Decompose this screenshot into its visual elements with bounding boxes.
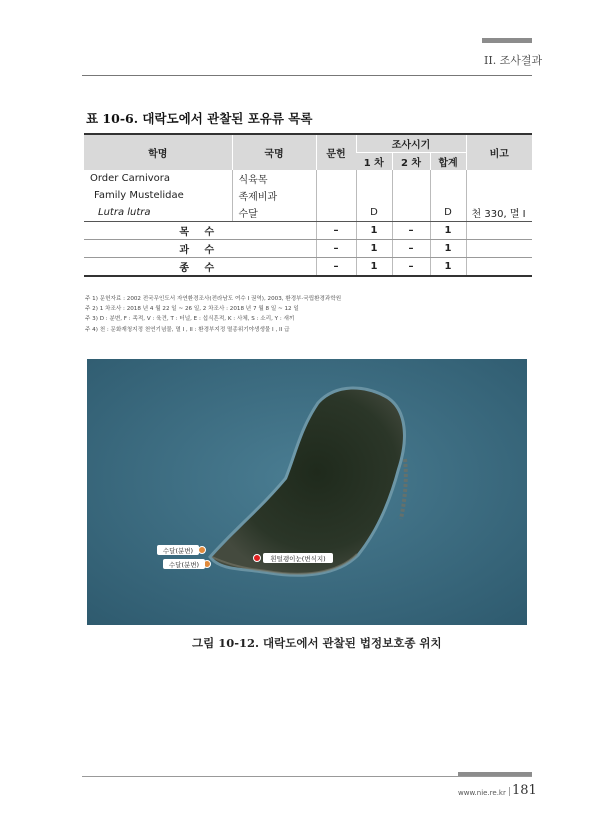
header-literature: 문헌 <box>316 134 356 170</box>
island-map <box>87 359 527 625</box>
footer-rule <box>82 776 532 777</box>
header-round1: 1 차 <box>356 153 392 171</box>
footer-url: www.nie.re.kr <box>458 789 506 797</box>
summary-row <box>84 258 532 277</box>
note-1: 주 1) 문헌자료 : 2002 전국무인도서 자연환경조사(전라남도 여수 I 권역), 2003, 환경부·국립환경과학원 <box>85 296 342 302</box>
header-total: 합계 <box>430 153 466 171</box>
table-title: 표 10-6. 대락도에서 관찰된 포유류 목록 <box>86 111 313 126</box>
table-notes <box>85 294 341 335</box>
table-row <box>84 204 532 222</box>
figure-caption: 그림 10-12. 대락도에서 관찰된 법정보호종 위치 <box>192 636 442 650</box>
summary-row <box>84 222 532 240</box>
note-3: 주 3) D : 분변, F : 족적, V : 육견, T : 터널, E : 섭식흔적, K : 사체, S : 소리, Y : 새끼 <box>85 316 295 323</box>
lit-cell: – <box>316 240 356 258</box>
header-scientific-name: 학명 <box>84 134 232 170</box>
r1-cell: D <box>356 204 392 222</box>
r2-cell <box>392 204 430 222</box>
table-row <box>84 170 532 187</box>
aerial-photo <box>87 359 527 625</box>
total-cell: 1 <box>430 240 466 258</box>
summary-label: 종 수 <box>84 258 316 277</box>
remark-cell <box>466 170 532 187</box>
lit-cell <box>316 204 356 222</box>
taxon-name: Family Mustelidae <box>94 190 184 201</box>
header-korean-name: 국명 <box>232 134 316 170</box>
footer-separator: | <box>508 787 512 797</box>
total-cell <box>430 170 466 187</box>
lit-cell: – <box>316 222 356 240</box>
remark-cell <box>466 187 532 204</box>
header-survey-period: 조사시기 <box>356 134 466 153</box>
mammal-list-table <box>84 133 532 277</box>
total-cell: D <box>430 204 466 222</box>
taxon-name: Lutra lutra <box>84 204 232 222</box>
page-number: 181 <box>512 783 537 798</box>
r1-cell <box>356 187 392 204</box>
table-row <box>84 187 532 204</box>
header-round2: 2 차 <box>392 153 430 171</box>
section-title: II. 조사결과 <box>484 54 543 67</box>
summary-row <box>84 240 532 258</box>
lit-cell: – <box>316 258 356 277</box>
r1-cell: 1 <box>356 240 392 258</box>
otter-label-2: 수달(분변) <box>168 561 200 569</box>
remark-cell <box>466 222 532 240</box>
header-accent-bar <box>482 38 532 43</box>
korean-name: 족제비과 <box>232 187 316 204</box>
summary-label: 목 수 <box>84 222 316 240</box>
r1-cell <box>356 170 392 187</box>
summary-label: 과 수 <box>84 240 316 258</box>
otter-label-1: 수달(분변) <box>162 547 194 555</box>
total-cell: 1 <box>430 222 466 240</box>
header-rule <box>82 75 532 76</box>
header-remarks: 비고 <box>466 134 532 170</box>
remark-cell <box>466 258 532 277</box>
lit-cell <box>316 187 356 204</box>
total-cell: 1 <box>430 258 466 277</box>
r2-cell: – <box>392 222 430 240</box>
plant-marker <box>254 555 261 562</box>
lit-cell <box>316 170 356 187</box>
r1-cell: 1 <box>356 222 392 240</box>
note-4: 주 4) 천 : 문화재청지정 천연기념물, 멸 I , II : 환경부지정 멸종위기야생생물 I , II 급 <box>85 326 290 333</box>
r1-cell: 1 <box>356 258 392 277</box>
r2-cell <box>392 170 430 187</box>
remark-cell <box>466 240 532 258</box>
otter-marker-1 <box>199 547 206 554</box>
note-2: 주 2) 1 차조사 : 2018 년 4 월 22 일 ~ 26 일, 2 차조사 : 2018 년 7 월 8 일 ~ 12 일 <box>85 306 299 313</box>
plant-label: 흰털괭이눈(변식지) <box>270 555 326 563</box>
korean-name: 수달 <box>232 204 316 222</box>
taxon-name: Order Carnivora <box>90 173 171 184</box>
r2-cell: – <box>392 240 430 258</box>
r2-cell: – <box>392 258 430 277</box>
remark-cell: 천 330, 멸 I <box>466 204 532 222</box>
r2-cell <box>392 187 430 204</box>
korean-name: 식육목 <box>232 170 316 187</box>
total-cell <box>430 187 466 204</box>
